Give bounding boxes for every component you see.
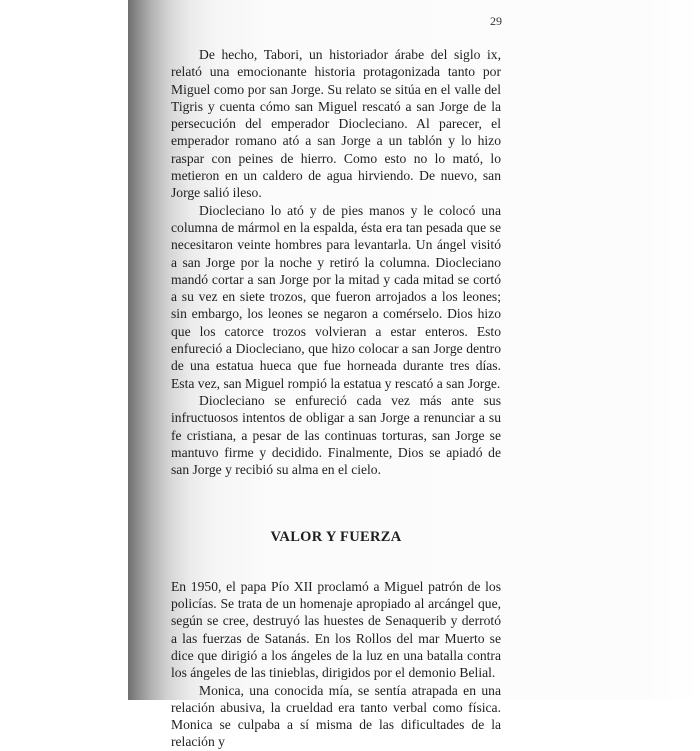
section-heading: VALOR Y FUERZA <box>270 529 402 546</box>
page-number: 29 <box>490 14 502 28</box>
body-text <box>171 46 501 751</box>
paragraph-pio-xii: En 1950, el papa Pío XII proclamó a Miguel patrón de los policías. Se trata de un homenaje apropiado al arcángel que, según se cree, destruyó las huestes de Senaquerib y derrotó a las fuerzas de Satanás. En los Rollos del mar Muerto se dice que dirigió a los ángeles de la luz en una batalla contra los ángeles de las tinieblas, dirigidos por el demonio Belial. <box>171 578 501 681</box>
paragraph-diocleciano-end: Diocleciano se enfureció cada vez más ante sus infructuosos intentos de obligar a san Jorge a renunciar a su fe cristiana, a pesar de las continuas torturas, san Jorge se mantuvo firme y decidido. Finalmente, Dios se apiadó de san Jorge y recibió su alma en el cielo. <box>171 392 501 478</box>
paragraph-diocleciano-column: Diocleciano lo ató y de pies manos y le colocó una columna de mármol en la espalda, ésta era tan pesada que se necesitaron veinte hombres para levantarla. Un ángel visitó a san Jorge por la noche y retiró la columna. Diocleciano mandó cortar a san Jorge por la mitad y cada mitad se cortó a su vez en siete trozos, que fueron arrojados a los leones; sin embargo, los leones se negaron a comérselo. Dios hizo que los catorce trozos volvieran a estar enteros. Esto enfureció a Diocleciano, que hizo colocar a san Jorge dentro de una estatua hueca que fue horneada durante tres días. Esta vez, san Miguel rompió la estatua y rescató a san Jorge. <box>171 202 501 391</box>
paragraph-monica: Monica, una conocida mía, se sentía atrapada en una relación abusiva, la crueldad era tanto verbal como física. Monica se culpaba a sí misma de las dificultades de la relación y <box>171 682 501 750</box>
paragraph-tabori: De hecho, Tabori, un historiador árabe del siglo ix, relató una emocionante historia protagonizada tanto por Miguel como por san Jorge. Su relato se sitúa en el valle del Tigris y cuenta cómo san Miguel rescató a san Jorge de la persecución del emperador Diocleciano. Al parecer, el emperador romano ató a san Jorge a un tablón y lo hizo raspar con peines de hierro. Como esto no lo mató, lo metieron en un caldero de agua hirviendo. De nuevo, san Jorge salió ileso. <box>171 47 501 201</box>
